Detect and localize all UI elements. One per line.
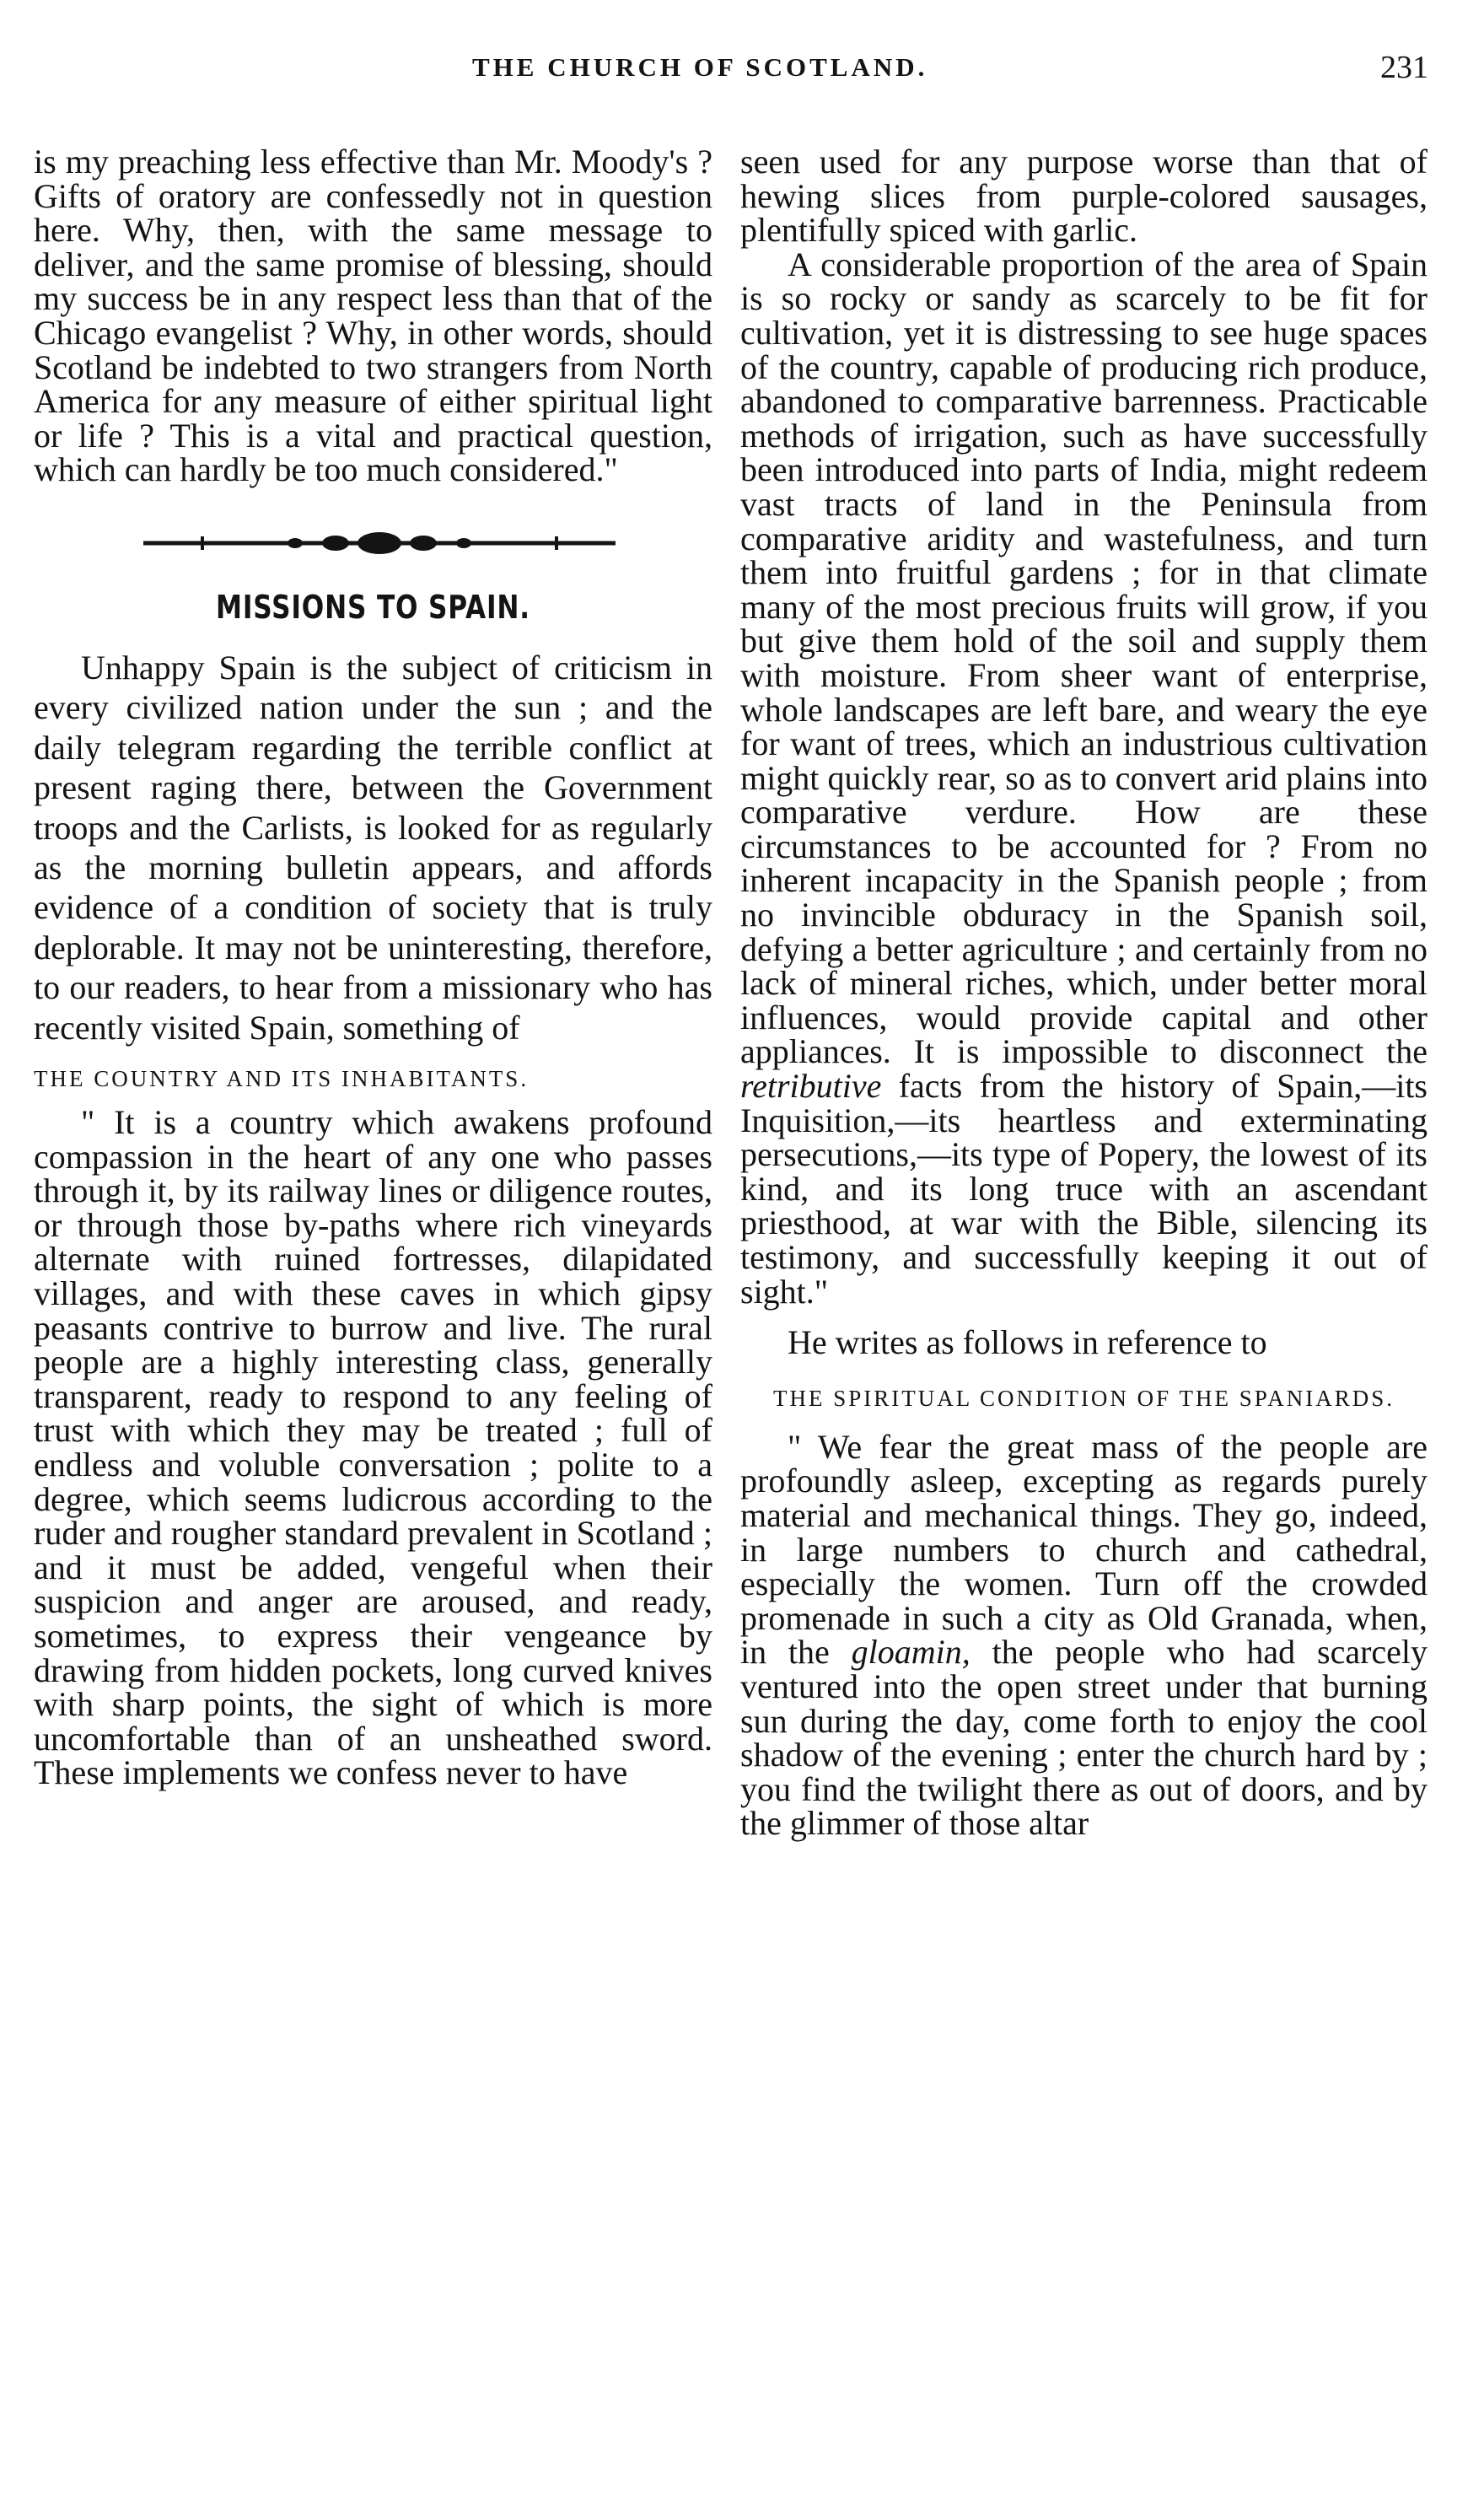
spiritual-paragraph [740, 1427, 1428, 1843]
continuation-paragraph: seen used for any purpose worse than that of hewing slices from purple-colored sausages, plentifully spiced with garlic. [740, 143, 1428, 250]
section-title: MISSIONS TO SPAIN. [216, 588, 530, 626]
left-column [34, 145, 712, 1790]
subheading-spiritual: THE SPIRITUAL CONDITION OF THE SPANIARDS. [772, 1385, 1395, 1411]
area-text-before: A considerable proportion of the area of Spain is so rocky or sandy as scarcely to be fit for cultivation, yet it is distressing to see huge spaces of the country, capable of producing rich produce, abandoned to comparative barrenness. Practicable methods of irrigation, such as have successfully been introduced into parts of India, might redeem vast tracts of land in the Peninsula from comparative aridity and wastefulness, and turn them into fruitful gardens ; for in that climate many of the most precious fruits will grow, if you but give them hold of the soil and supply them with moisture. From sheer want of enterprise, whole landscapes are left bare, and weary the eye for want of trees, which an industrious cultivation might quickly rear, so as to convert arid plains into comparative verdure. How are these circumstances to be accounted for ? From no inherent incapacity in the Spanish people ; from no invincible obduracy in the Spanish soil, defying a better agriculture ; and certainly from no lack of mineral riches, which, under better moral influences, would provide capital and other appliances. It is impossible to disconnect the [740, 245, 1428, 1071]
right-column [740, 145, 1428, 1841]
spiritual-text-after: the people who had scarcely ventured into the open street under that burning sun during the day, come forth to enjoy the cool shadow of the evening ; enter the church hard by ; you find the twilight there as out of doors, and by the glimmer of those altar [740, 1633, 1428, 1843]
ornamental-divider [143, 526, 616, 560]
italic-gloamin: gloamin, [851, 1633, 971, 1672]
subheading-country: THE COUNTRY AND ITS INHABITANTS. [34, 1066, 530, 1091]
country-paragraph: " It is a country which awakens profound compassion in the heart of any one who passes through it, by its railway lines or diligence routes, or through those by-paths where rich vineyards alternate with ruined fortresses, dilapidated villages, and with these caves in which gipsy peasants contrive to burrow and live. The rural people are a highly interesting class, generally transparent, ready to respond to any feeling of trust with which they may be treated ; full of endless and voluble conversation ; polite to a degree, which seems ludicrous according to the ruder and rougher standard prevalent in Scotland ; and it must be added, vengeful when their suspicion and anger are aroused, and ready, sometimes, to express their vengeance by drawing from hidden pockets, long curved knives with sharp points, the sight of which is more uncomfortable than of an unsheathed sword. These implements we confess never to have [34, 1103, 712, 1792]
area-text-after: facts from the history of Spain,—its Inquisition,—its heartless and exterminating persecutions,—its type of Popery, the lowest of its kind, and its long truce with an ascendant priesthood, at war with the Bible, silencing its testimony, and successfully keeping it out of sight." [740, 1067, 1428, 1311]
area-paragraph [740, 245, 1428, 1311]
running-header [0, 52, 1484, 86]
intro-paragraph: Unhappy Spain is the subject of criticism in every civilized nation under the sun ; and the daily telegram regarding the terrible conflict at present raging there, between the Government troops and the Carlists, is looked for as regularly as the morning bulletin appears, and affords evidence of a condition of society that is truly deplorable. It may not be uninteresting, therefore, to our readers, to hear from a missionary who has recently visited Spain, something of [34, 648, 712, 1047]
italic-retributive: retributive [740, 1067, 882, 1106]
spiritual-text-before: " We fear the great mass of the people are profoundly asleep, excepting as regards purely material and mechanical things. They go, indeed, in large numbers to church and cathedral, especially the women. Turn off the crowded promenade in such a city as Old Granada, when, in the [740, 1427, 1428, 1672]
page-number: 231 [1380, 50, 1428, 85]
quote-continuation: is my preaching less effective than Mr. Moody's ? Gifts of oratory are confessedly not in question here. Why, then, with the same message to deliver, and the same promise of blessing, should my success be in any respect less than that of the Chicago evangelist ? Why, in other words, should Scotland be indebted to two strangers from North America for any measure of either spiritual light or life ? This is a vital and practical question, which can hardly be too much considered." [34, 143, 712, 489]
follows-line: He writes as follows in reference to [788, 1323, 1267, 1362]
running-title: THE CHURCH OF SCOTLAND. [472, 52, 928, 82]
